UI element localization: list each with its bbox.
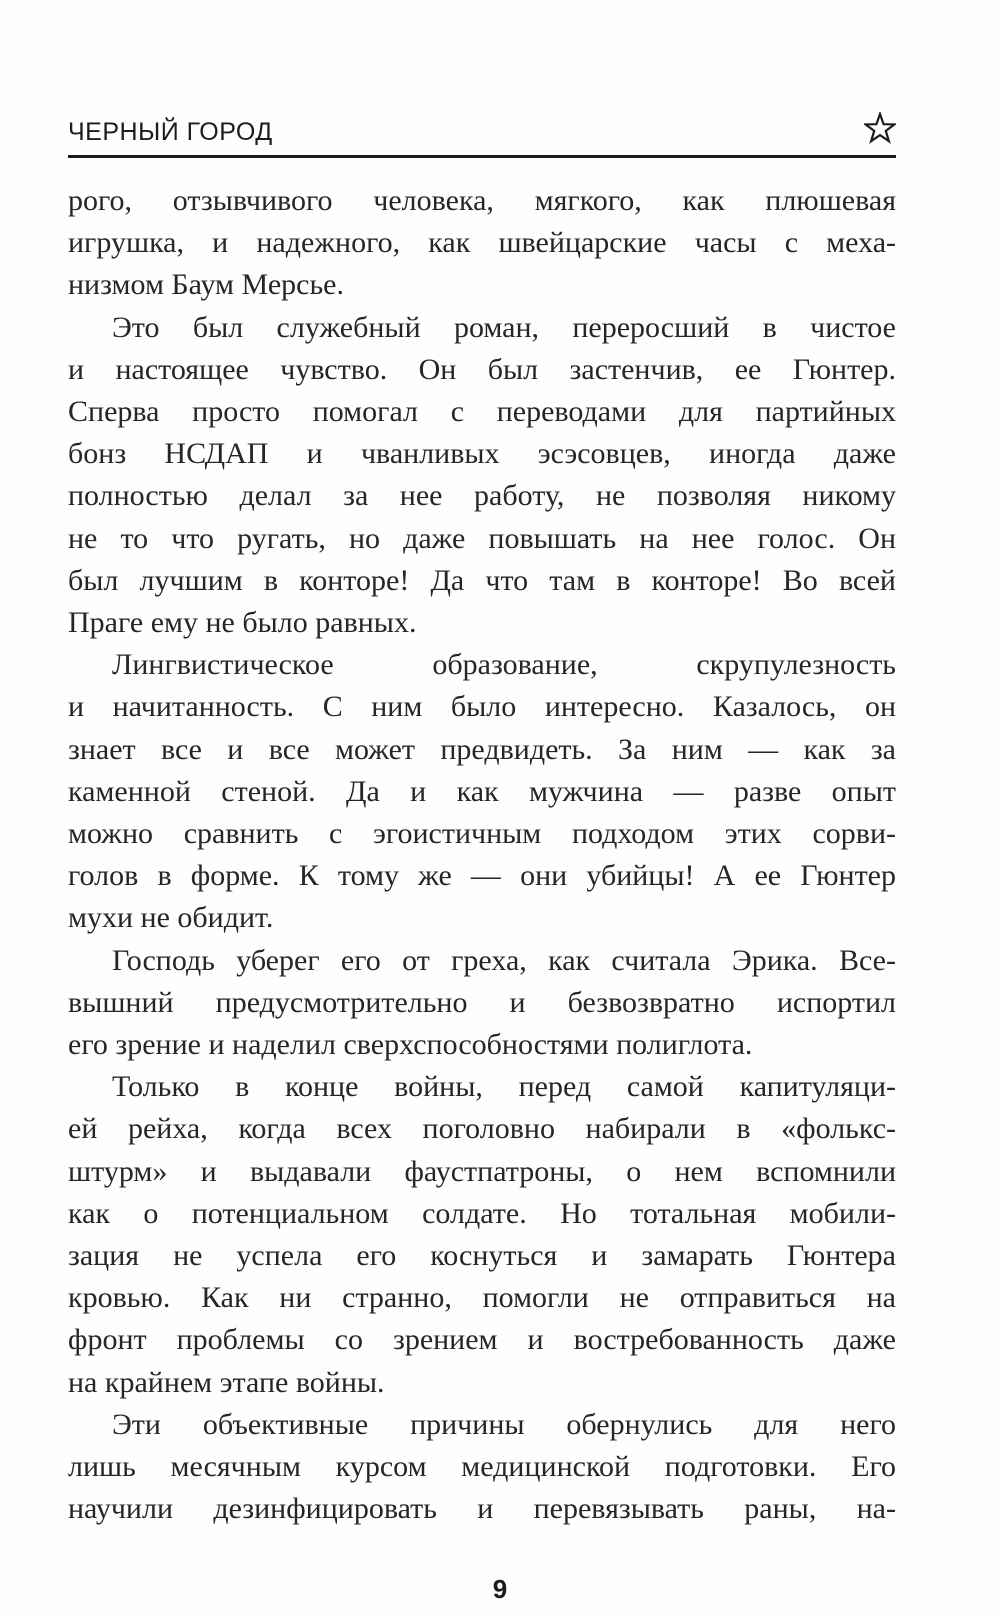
text-line: научили дезинфицировать и перевязывать раны, на- — [68, 1492, 896, 1526]
paragraph — [68, 940, 896, 1067]
text-line: Господь уберег его от греха, как считала Эрика. Все- — [112, 943, 896, 977]
text-line: и начитанность. С ним было интересно. Казалось, он — [68, 690, 896, 724]
running-title: ЧЕРНЫЙ ГОРОД — [68, 118, 273, 146]
running-head — [68, 112, 896, 156]
text-line: рого, отзывчивого человека, мягкого, как плюшевая — [68, 184, 896, 217]
text-line: можно сравнить с эгоистичным подходом этих сорви- — [68, 817, 896, 851]
text-line: каменной стеной. Да и как мужчина — разве опыт — [68, 774, 896, 808]
text-line: вышний предусмотрительно и безвозвратно испортил — [68, 985, 896, 1019]
paragraph — [68, 1404, 896, 1531]
paragraph — [68, 180, 896, 307]
paragraph — [68, 644, 896, 939]
text-line: не то что ругать, но даже повышать на нее голос. Он — [68, 521, 896, 555]
text-line: бонз НСДАП и чванливых эсэсовцев, иногда даже — [68, 437, 896, 471]
text-line: кровью. Как ни странно, помогли не отправиться на — [68, 1281, 896, 1315]
header-rule — [68, 155, 896, 158]
body-text — [68, 180, 896, 1531]
text-line: зация не успела его коснуться и замарать Гюнтера — [68, 1239, 896, 1273]
text-line: игрушка, и надежного, как швейцарские часы с меха- — [68, 226, 896, 260]
text-line: Только в конце войны, перед самой капитуляци- — [112, 1070, 896, 1104]
text-line: ей рейха, когда всех поголовно набирали в «фолькс- — [68, 1112, 896, 1146]
text-line: его зрение и наделил сверхспособностями полиглота. — [68, 1028, 753, 1062]
text-line: полностью делал за нее работу, не позволяя никому — [68, 479, 896, 513]
page-number: 9 — [492, 1574, 508, 1604]
text-line: был лучшим в конторе! Да что там в конторе! Во всей — [68, 563, 896, 597]
text-line: и настоящее чувство. Он был застенчив, ее Гюнтер. — [68, 352, 896, 386]
text-line: знает все и все может предвидеть. За ним — как за — [68, 732, 896, 766]
text-line: лишь месячным курсом медицинской подготовки. Его — [68, 1450, 896, 1484]
text-line: как о потенциальном солдате. Но тотальная мобили- — [68, 1196, 896, 1230]
text-line: фронт проблемы со зрением и востребованность даже — [68, 1323, 896, 1357]
paragraph — [68, 1066, 896, 1404]
text-line: Лингвистическое образование, скрупулезность — [112, 648, 896, 682]
text-line: штурм» и выдавали фаустпатроны, о нем вспомнили — [68, 1154, 896, 1188]
text-line: Это был служебный роман, переросший в чистое — [112, 310, 896, 344]
text-line: Сперва просто помогал с переводами для партийных — [68, 395, 896, 429]
text-line: голов в форме. К тому же — они убийцы! А ее Гюнтер — [68, 859, 896, 893]
text-line: низмом Баум Мерсье. — [68, 268, 344, 302]
star-outline-icon — [864, 112, 896, 144]
paragraph — [68, 307, 896, 645]
text-line: на крайнем этапе войны. — [68, 1365, 385, 1399]
text-line: Праге ему не было равных. — [68, 606, 417, 640]
text-line: мухи не обидит. — [68, 901, 274, 935]
text-line: Эти объективные причины обернулись для него — [112, 1407, 896, 1441]
